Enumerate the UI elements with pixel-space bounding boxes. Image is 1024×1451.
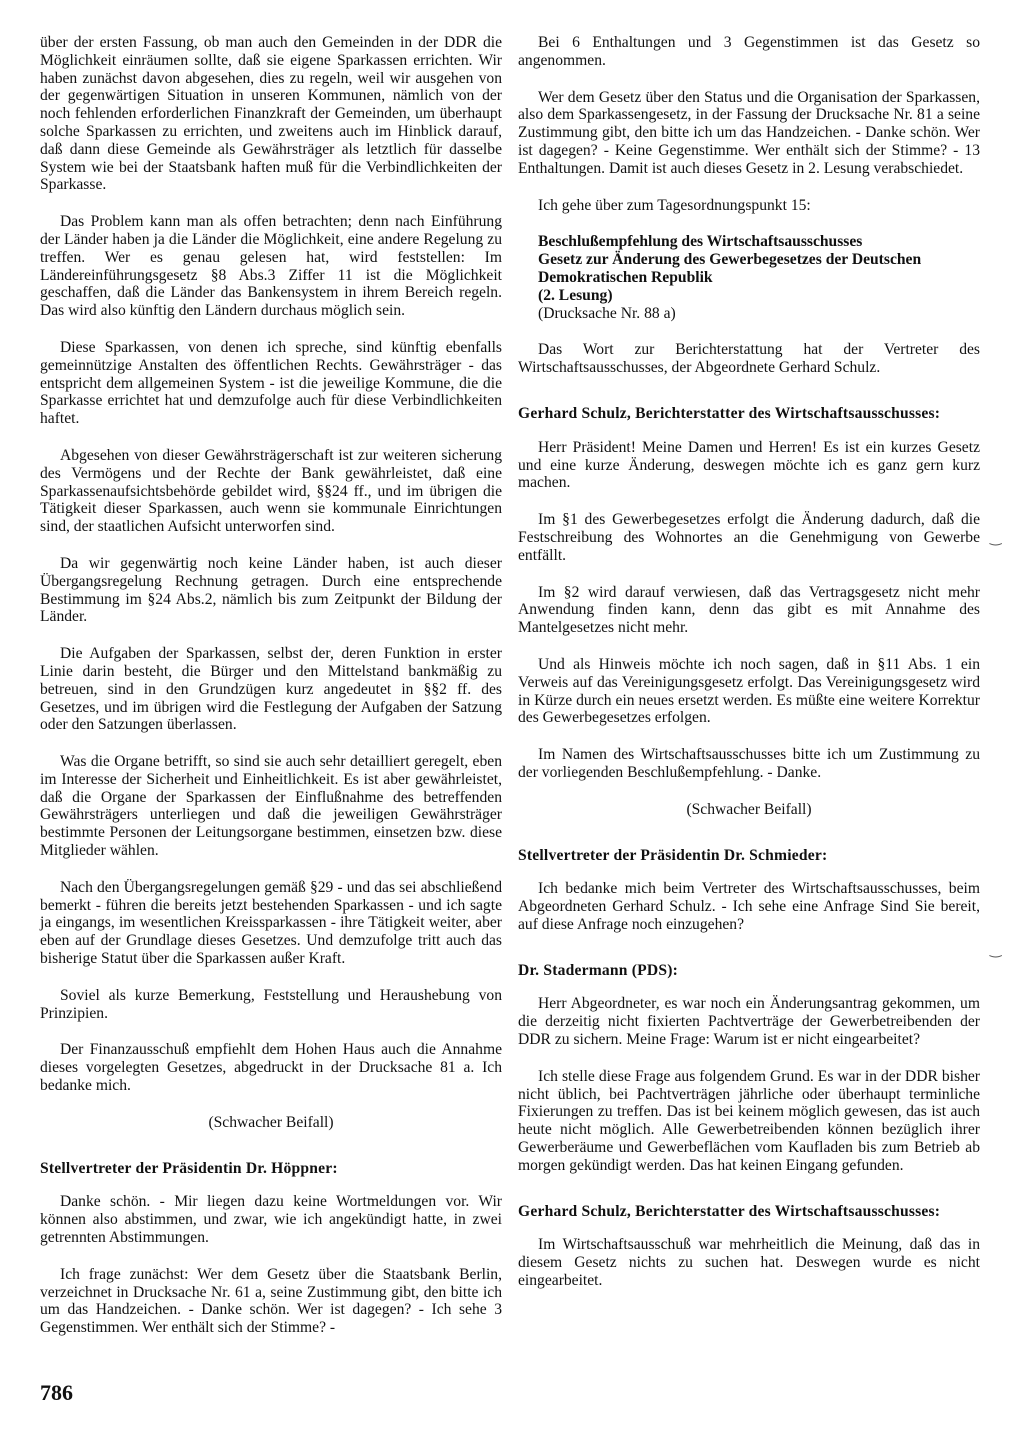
- paragraph: über der ersten Fassung, ob man auch den Gemeinden in der DDR die Möglichkeit einräumen sollte, daß sie eigene Sparkassen errichten. Wir haben zunächst davon abgesehen, dies zu regeln, weil wir ausgehen von der gegenwärtigen Situation in unseren Kommunen, nämlich von der noch fehlenden erforderlichen Finanzkraft der Gemeinden, um überhaupt solche Sparkassen zu errichten, und zweitens auch im Hinblick darauf, daß dann diese Gemeinde als Gewährsträger als letztlich für dasselbe System wie bei der Staatsbank haften muß für die Verbindlichkeiten der Sparkasse.: [40, 34, 502, 194]
- paragraph: Der Finanzausschuß empfiehlt dem Hohen Haus auch die Annahme dieses vorgelegten Gesetzes, abgedruckt in der Drucksache 81 a. Ich bedanke mich.: [40, 1041, 502, 1095]
- left-column: [40, 34, 502, 1356]
- paragraph: Die Aufgaben der Sparkassen, selbst der, deren Funktion in erster Linie darin besteht, die Bürger und den Mittelstand bankmäßig zu betreuen, sind in den Grundzügen kurz angedeutet in §§2 ff. des Gesetzes, und im übrigen wird die Festlegung der Aufgaben der Satzung oder den Satzungen überlassen.: [40, 645, 502, 734]
- paragraph: Nach den Übergangsregelungen gemäß §29 - und das sei abschließend bemerkt - führen die bereits jetzt bestehenden Sparkassen - und ich sagte ja eingangs, im wesentlichen Kreissparkassen - ihre Tätigkeit weiter, aber eben auf der Grundlage dieses Gesetzes. Und demzufolge tritt auch das bisherige Statut über die Sparkassen außer Kraft.: [40, 878, 502, 968]
- paragraph: Und als Hinweis möchte ich noch sagen, daß in §11 Abs. 1 ein Verweis auf das Vereinigungsgesetz erfolgt. Das Vereinigungsgesetz wird in Kürze durch ein neues ersetzt werden. Es müßte eine weitere Korrektur des Gewerbegesetzes erfolgen.: [518, 655, 980, 727]
- agenda-title: Beschlußempfehlung des Wirtschaftsausschusses: [538, 233, 863, 251]
- agenda-subtitle: Gesetz zur Änderung des Gewerbegesetzes der Deutschen Demokratischen Republik: [538, 251, 922, 286]
- speaker-heading: Gerhard Schulz, Berichterstatter des Wirtschaftsausschusses:: [518, 1202, 941, 1220]
- margin-mark: ‿: [990, 531, 1002, 546]
- agenda-reading: (2. Lesung): [538, 286, 613, 304]
- paragraph: Ich stelle diese Frage aus folgendem Grund. Es war in der DDR bisher nicht üblich, bei Pachtverträgen jährliche oder überhaupt terminliche Fixierungen zu treffen. Das ist bei keinem möglich gewesen, das ist auch heute nicht möglich. Alle Gewerbetreibenden können bezüglich ihrer Gewerberäume und Gewerbeflächen vom Kaufladen bis zum Betrieb ab morgen gekündigt werden. Das hat keinen Eingang gefunden.: [518, 1067, 980, 1174]
- paragraph: Im §1 des Gewerbegesetzes erfolgt die Änderung dadurch, daß die Festschreibung des Wohnortes an die Genehmigung von Gewerbe entfällt.: [518, 511, 980, 564]
- paragraph: Ich gehe über zum Tagesordnungspunkt 15:: [538, 196, 811, 214]
- paragraph: Im §2 wird darauf verwiesen, daß das Vertragsgesetz nicht mehr Anwendung finden kann, denn das gibt es mit Annahme des Mantelgesetzes nicht mehr.: [518, 583, 980, 637]
- paragraph: Das Wort zur Berichterstattung hat der Vertreter des Wirtschaftsausschusses, der Abgeordnete Gerhard Schulz.: [518, 341, 980, 377]
- paragraph: Im Wirtschaftsausschuß war mehrheitlich die Meinung, daß das in diesem Gesetz nichts zu suchen hat. Deswegen wurde es nicht eingearbeitet.: [518, 1236, 980, 1290]
- agenda-item: [538, 233, 980, 322]
- page-number: 786: [40, 1380, 73, 1405]
- speaker-heading: Stellvertreter der Präsidentin Dr. Höppner:: [40, 1159, 338, 1177]
- paragraph: Soviel als kurze Bemerkung, Feststellung und Heraushebung von Prinzipien.: [40, 986, 502, 1022]
- paragraph: Danke schön. - Mir liegen dazu keine Wortmeldungen vor. Wir können also abstimmen, und zwar, wie ich angekündigt hatte, in zwei getrennten Abstimmungen.: [40, 1193, 502, 1247]
- paragraph: Wer dem Gesetz über den Status und die Organisation der Sparkassen, also dem Sparkassengesetz, in der Fassung der Drucksache Nr. 81 a seine Zustimmung gibt, den bitte ich um das Handzeichen. - Danke schön. Wer ist dagegen? - Keine Gegenstimme. Wer enthält sich der Stimme? - 13 Enthaltungen. Damit ist auch dieses Gesetz in 2. Lesung verabschiedet.: [518, 88, 980, 177]
- applause-note: (Schwacher Beifall): [208, 1113, 334, 1131]
- agenda-document: (Drucksache Nr. 88 a): [538, 304, 676, 322]
- right-column: [518, 34, 980, 1309]
- paragraph: Ich bedanke mich beim Vertreter des Wirtschaftsausschusses, beim Abgeordneten Gerhard Schulz. - Ich sehe eine Anfrage Sind Sie bereit, auf diese Anfrage noch einzugehen?: [518, 880, 980, 933]
- speaker-heading: Dr. Stadermann (PDS):: [518, 961, 678, 979]
- speaker-heading: Gerhard Schulz, Berichterstatter des Wirtschaftsausschusses:: [518, 404, 941, 422]
- paragraph: Bei 6 Enthaltungen und 3 Gegenstimmen ist das Gesetz so angenommen.: [518, 34, 980, 69]
- paragraph: Diese Sparkassen, von denen ich spreche, sind künftig ebenfalls gemeinnützige Anstalten des öffentlichen Rechts. Gewährsträger - das entspricht dem allgemeinen System - ist die jeweilige Kommune, die die Sparkasse errichtet hat und demzufolge auch für diese Verbindlichkeiten haftet.: [40, 338, 502, 428]
- paragraph: Was die Organe betrifft, so sind sie auch sehr detailliert geregelt, eben im Interesse der Sicherheit und Einheitlichkeit. Es ist aber gewährleistet, daß die Organe der Sparkassen der Einflußnahme des betreffenden Gewährsträgers unterliegen und daß die jeweiligen Gewährsträger bestimmte Personen der Leitungsorgane bestimmen, einsetzen bzw. diese Mitglieder wählen.: [40, 753, 502, 860]
- paragraph: Herr Präsident! Meine Damen und Herren! Es ist ein kurzes Gesetz und eine kurze Änderung, deswegen möchte ich es ganz gern kurz machen.: [518, 438, 980, 492]
- paragraph: Das Problem kann man als offen betrachten; denn nach Einführung der Länder haben ja die Länder die Möglichkeit, eine andere Regelung zu treffen. Wer es genau gelesen hat, wird feststellen: Im Ländereinführungsgesetz §8 Abs.3 Ziffer 11 ist die Möglichkeit geschaffen, daß die Länder das Bankensystem in ihrem Bereich regeln. Das wird also künftig den Ländern durchaus möglich sein.: [40, 213, 502, 320]
- speaker-heading: Stellvertreter der Präsidentin Dr. Schmieder:: [518, 846, 828, 864]
- applause-note: (Schwacher Beifall): [686, 800, 812, 818]
- paragraph: Ich frage zunächst: Wer dem Gesetz über die Staatsbank Berlin, verzeichnet in Drucksache Nr. 61 a, seine Zustimmung gibt, den bitte ich um das Handzeichen. - Danke schön. Wer ist dagegen? - Ich sehe 3 Gegenstimmen. Wer enthält sich der Stimme? -: [40, 1265, 502, 1337]
- margin-mark: ‿: [990, 943, 1002, 958]
- paragraph: Herr Abgeordneter, es war noch ein Änderungsantrag gekommen, um die derzeitig nicht fixierten Pachtverträge der Gewerbetreibenden der DDR zu sichern. Meine Frage: Warum ist er nicht eingearbeitet?: [518, 995, 980, 1049]
- paragraph: Abgesehen von dieser Gewährsträgerschaft ist zur weiteren sicherung des Vermögens und der Rechte der Bank gewährleistet, daß eine Sparkassenaufsichtsbehörde gebildet wird, §§24 ff., und im übrigen die Tätigkeit dieser Sparkassen, auch wenn sie kommunale Einrichtungen sind, der staatlichen Aufsicht unterworfen sind.: [40, 446, 502, 536]
- paragraph: Im Namen des Wirtschaftsausschusses bitte ich um Zustimmung zu der vorliegenden Beschlußempfehlung. - Danke.: [518, 746, 980, 781]
- paragraph: Da wir gegenwärtig noch keine Länder haben, ist auch dieser Übergangsregelung Rechnung getragen. Durch eine entsprechende Bestimmung im §24 Abs.2, nämlich bis zum Zeitpunkt der Bildung der Länder.: [40, 554, 502, 626]
